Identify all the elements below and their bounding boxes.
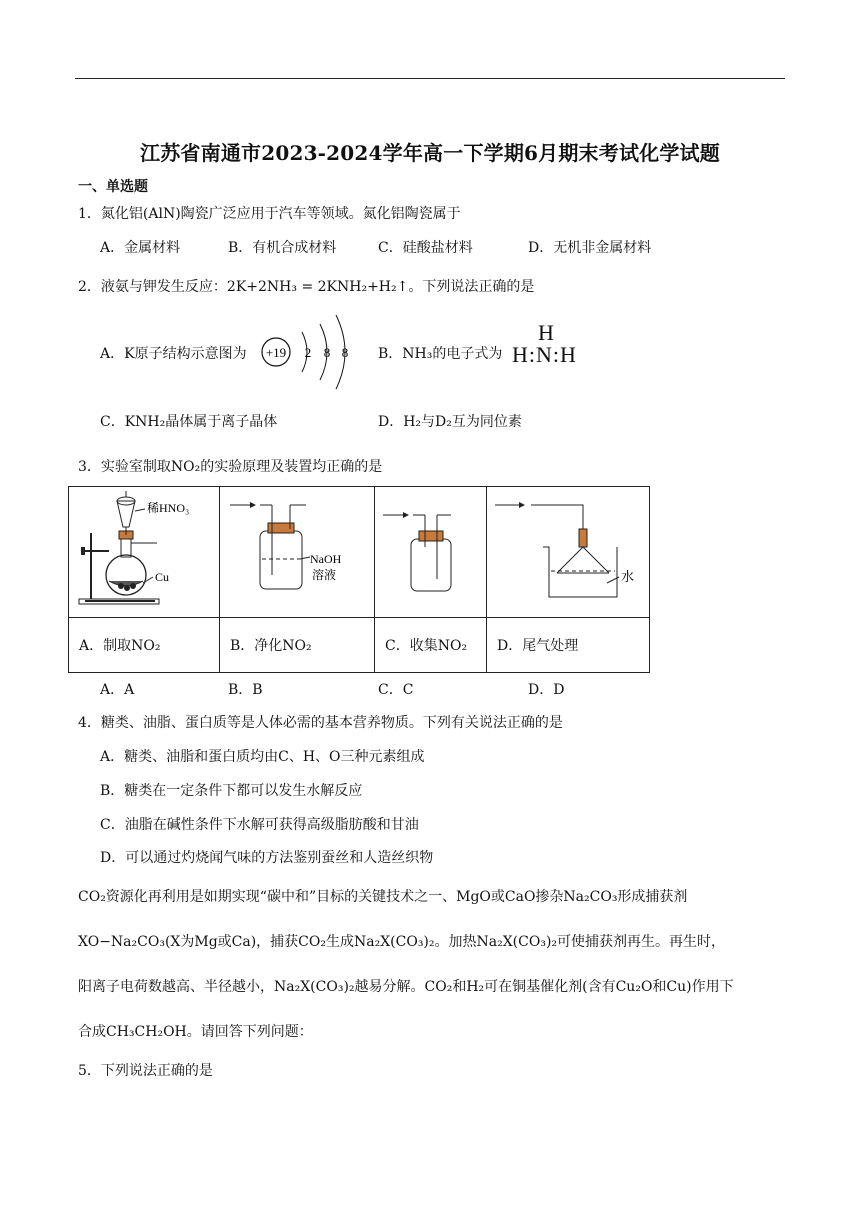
- passage-line-1: CO₂资源化再利用是如期实现“碳中和”目标的关键技术之一、MgO或CaO掺杂Na₂CO₃形成捕获剂: [78, 889, 688, 905]
- passage-line-3: 阳离子电荷数越高、半径越小，Na₂X(CO₃)₂越易分解。CO₂和H₂可在铜基催化剂(含有Cu₂O和Cu)作用下: [78, 979, 734, 995]
- apparatus-table: [68, 486, 650, 673]
- wash-bottle-image: [220, 487, 374, 613]
- passage-line-4: 合成CH₃CH₂OH。请回答下列问题：: [78, 1024, 313, 1040]
- q2-option-c: C．KNH₂晶体属于离子晶体: [100, 414, 278, 430]
- shell-2-count: 8: [323, 345, 331, 360]
- q1-stem: 1．氮化铝(AlN)陶瓷广泛应用于汽车等领域。氮化铝陶瓷属于: [78, 206, 461, 222]
- section-heading: 一、单选题: [78, 179, 148, 195]
- q4-option-b: B．糖类在一定条件下都可以发生水解反应: [100, 783, 363, 799]
- q2-stem: [78, 276, 534, 296]
- header-rule: [75, 78, 785, 79]
- q2-equation: 2K+2NH₃ = 2KNH₂+H₂↑: [226, 279, 409, 295]
- apparatus-a-cell: [69, 487, 220, 618]
- collection-bottle-image: [375, 487, 486, 613]
- q1-option-d: D．无机非金属材料: [528, 240, 652, 256]
- passage-line-2: XO−Na₂CO₃(X为Mg或Ca)，捕获CO₂生成Na₂X(CO₃)₂。加热Na₂X(CO₃)₂可使捕获剂再生。再生时，: [78, 934, 726, 950]
- q4-option-d: D．可以通过灼烧闻气味的方法鉴别蚕丝和人造丝织物: [100, 850, 434, 866]
- shell-3-count: 8: [341, 345, 349, 360]
- water-label: 水: [621, 569, 635, 584]
- nucleus-charge: +19: [265, 345, 287, 360]
- caption-a: A．制取NO₂: [69, 618, 220, 673]
- caption-c: C．收集NO₂: [375, 618, 487, 673]
- solution-label: 溶液: [312, 568, 337, 582]
- q2-option-d: D．H₂与D₂互为同位素: [378, 414, 522, 430]
- nh3-electron-formula: [512, 322, 577, 366]
- beaker-absorption-image: [487, 487, 649, 613]
- naoh-label: NaOH: [310, 552, 342, 566]
- atomic-structure-diagram: [258, 312, 358, 392]
- q3-option-a: A．A: [100, 682, 135, 698]
- q2-stem-pre: 2．液氨与钾发生反应：: [78, 279, 227, 295]
- shell-1-count: 2: [304, 345, 312, 360]
- caption-b: B．净化NO₂: [220, 618, 375, 673]
- page-title: 江苏省南通市2023-2024学年高一下学期6月期末考试化学试题: [140, 141, 720, 165]
- q2-stem-post: 。下列说法正确的是: [408, 279, 535, 295]
- caption-d: D．尾气处理: [487, 618, 650, 673]
- q4-option-a: A．糖类、油脂和蛋白质均由C、H、O三种元素组成: [100, 749, 425, 765]
- q1-option-c: C．硅酸盐材料: [378, 240, 473, 256]
- apparatus-c-cell: [375, 487, 487, 618]
- flask-apparatus-image: [69, 487, 219, 613]
- q3-stem: 3．实验室制取NO₂的实验原理及装置均正确的是: [78, 459, 383, 475]
- q1-option-b: B．有机合成材料: [228, 240, 337, 256]
- q3-option-b: B．B: [228, 682, 263, 698]
- q3-option-c: C．C: [378, 682, 414, 698]
- q4-option-c: C．油脂在碱性条件下水解可获得高级脂肪酸和甘油: [100, 817, 419, 833]
- q5-stem: 5．下列说法正确的是: [78, 1063, 213, 1079]
- cu-label: Cu: [155, 570, 170, 584]
- q4-stem: 4．糖类、油脂、蛋白质等是人体必需的基本营养物质。下列有关说法正确的是: [78, 715, 563, 731]
- acid-label: 稀HNO₃: [147, 501, 190, 515]
- apparatus-d-cell: [487, 487, 650, 618]
- apparatus-b-cell: [220, 487, 375, 618]
- q2-option-a: A．K原子结构示意图为: [100, 346, 247, 362]
- lewis-middle: H:N:H: [512, 342, 577, 367]
- q2-option-b: B．NH₃的电子式为: [378, 346, 503, 362]
- q3-option-d: D．D: [528, 682, 565, 698]
- lewis-top-h: H: [538, 320, 554, 345]
- q1-option-a: A．金属材料: [100, 240, 181, 256]
